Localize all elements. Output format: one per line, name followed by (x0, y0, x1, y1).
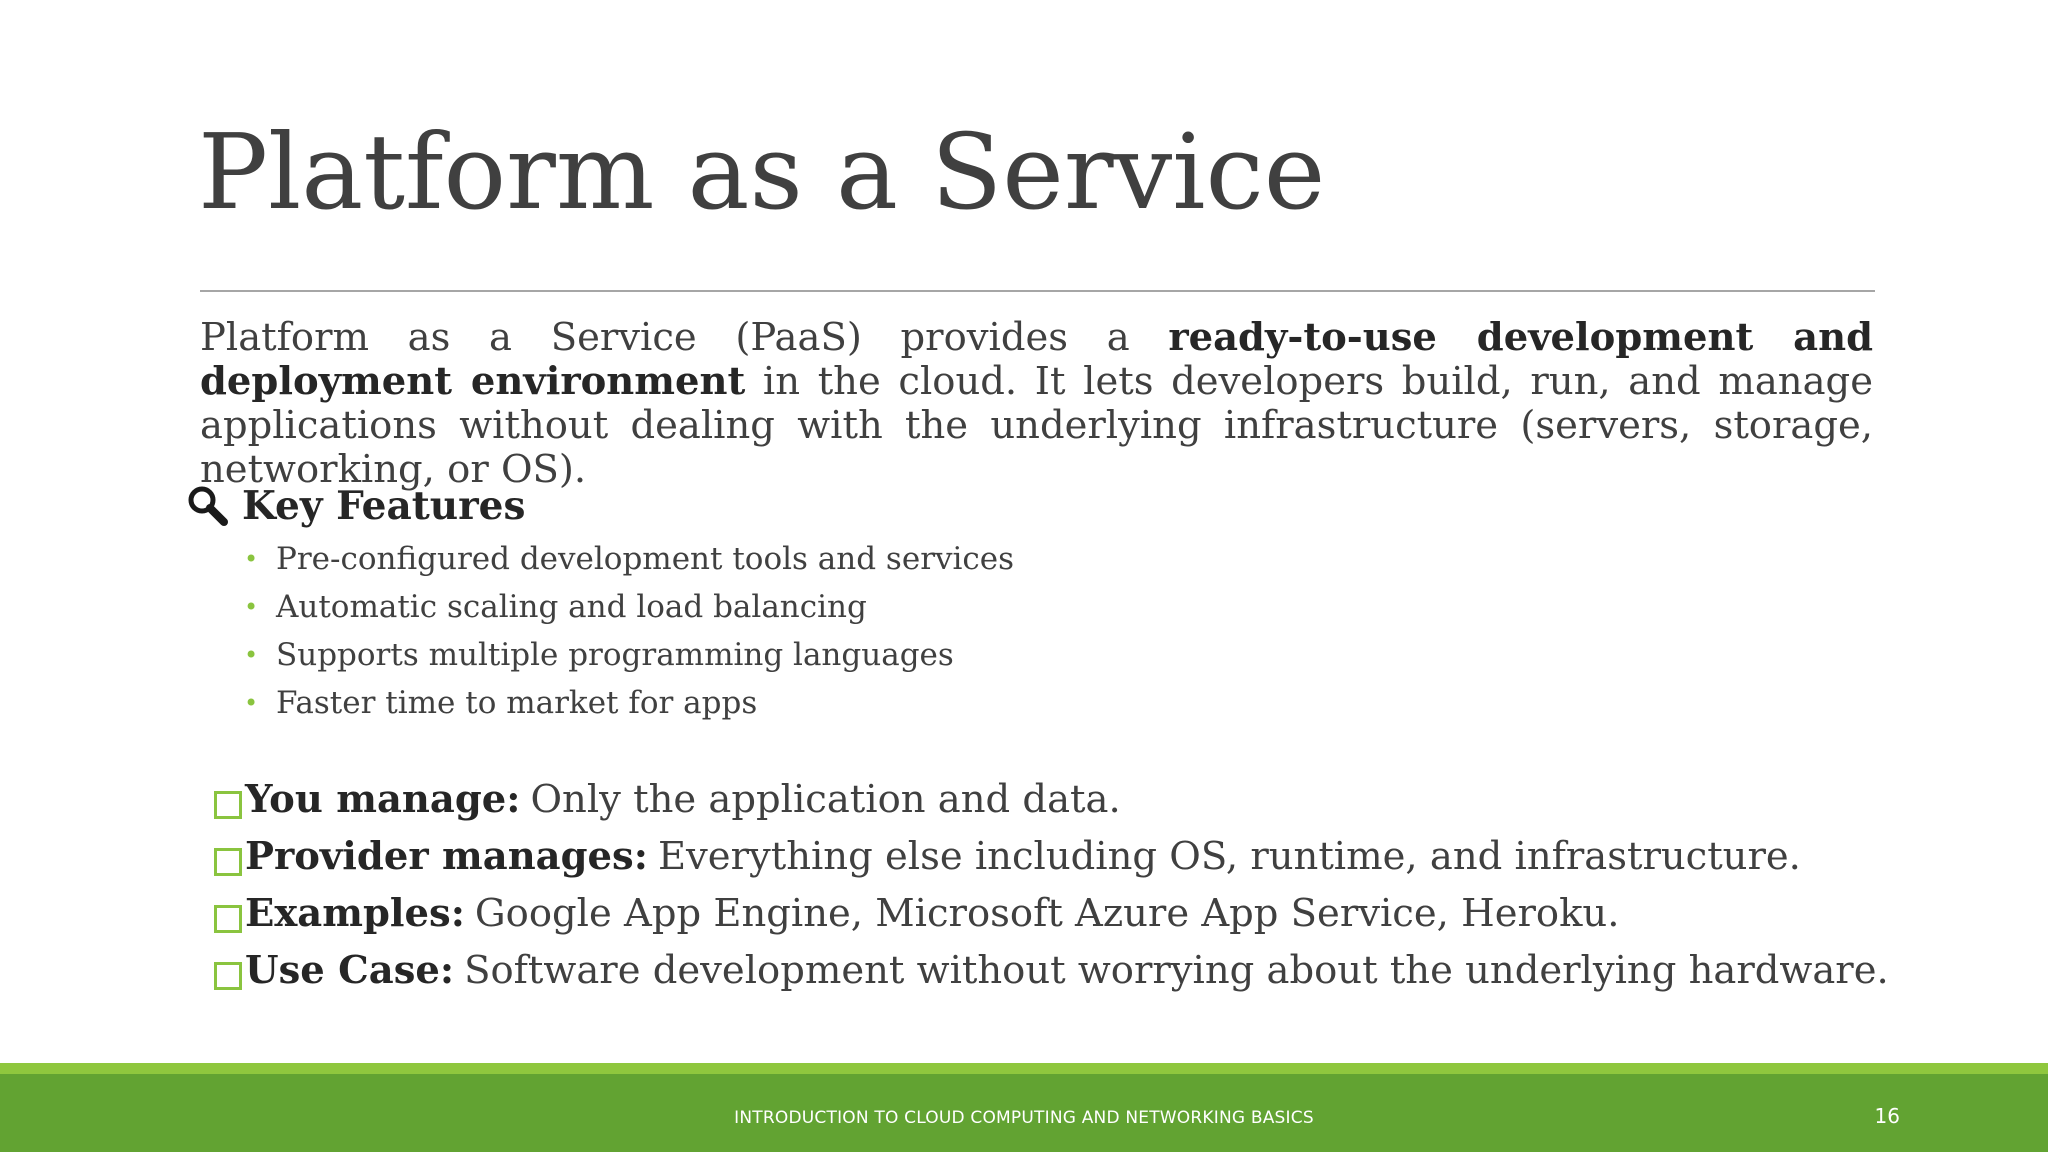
item-label: Provider manages: (245, 834, 648, 879)
item-label: Examples: (245, 891, 465, 936)
item-label: You manage: (245, 777, 521, 822)
footer-title: INTRODUCTION TO CLOUD COMPUTING AND NETWORKING BASICS (734, 1108, 1314, 1128)
key-features-title: Key Features (242, 483, 526, 529)
list-item (244, 583, 1014, 631)
list-item (214, 942, 1889, 999)
item-text: Only the application and data. (530, 777, 1121, 822)
intro-text-start: Platform as a Service (PaaS) provides a (200, 315, 1169, 360)
key-features-heading (186, 480, 525, 532)
checkbox-icon (214, 905, 242, 933)
bullet-icon: • (244, 689, 259, 717)
list-item (244, 679, 1014, 727)
checkbox-icon (214, 848, 242, 876)
list-item (244, 535, 1014, 583)
slide-title: Platform as a Service (198, 111, 1326, 233)
feature-text: Pre-configured development tools and services (276, 541, 1015, 577)
intro-text-bold: ready-to-use development and deployment environment (200, 315, 1873, 404)
checkbox-list (214, 771, 1889, 999)
feature-text: Automatic scaling and load balancing (276, 589, 867, 625)
intro-text-end: in the cloud. It lets developers build, run, and manage applications without dealing with the underlying infrastructure (servers, storage, networking, or OS). (200, 359, 1873, 492)
bullet-icon: • (244, 545, 259, 573)
checkbox-icon (214, 962, 242, 990)
list-item (244, 631, 1014, 679)
item-text: Google App Engine, Microsoft Azure App Service, Heroku. (474, 891, 1620, 936)
magnifier-icon (186, 484, 230, 528)
item-text: Software development without worrying about the underlying hardware. (464, 948, 1889, 993)
key-features-list (244, 535, 1014, 727)
footer-accent-stripe (0, 1063, 2048, 1074)
bullet-icon: • (244, 641, 259, 669)
title-divider (200, 290, 1875, 292)
page-number: 16 (1874, 1104, 1900, 1128)
bullet-icon: • (244, 593, 259, 621)
feature-text: Faster time to market for apps (276, 685, 758, 721)
intro-paragraph (200, 316, 1873, 492)
list-item (214, 771, 1889, 828)
feature-text: Supports multiple programming languages (276, 637, 954, 673)
item-label: Use Case: (245, 948, 455, 993)
item-text: Everything else including OS, runtime, and infrastructure. (657, 834, 1801, 879)
list-item (214, 885, 1889, 942)
checkbox-icon (214, 791, 242, 819)
list-item (214, 828, 1889, 885)
